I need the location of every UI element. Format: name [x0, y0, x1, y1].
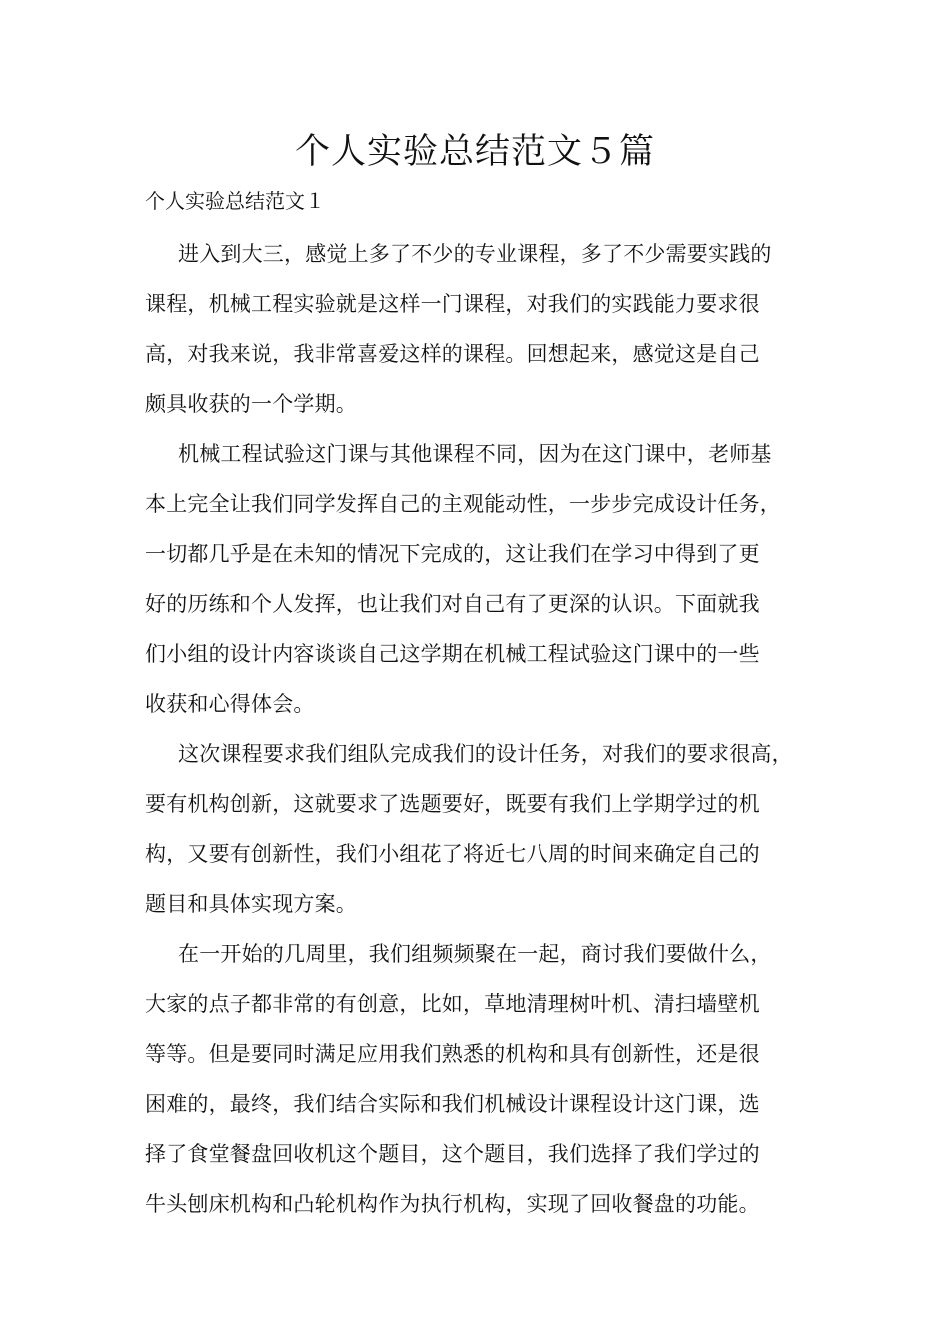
paragraph-line: 颇具收获的一个学期。	[145, 392, 357, 416]
paragraph-line: 构，又要有创新性，我们小组花了将近七八周的时间来确定自己的	[145, 842, 760, 866]
paragraph-line: 大家的点子都非常的有创意，比如，草地清理树叶机、清扫墙壁机	[145, 992, 760, 1016]
paragraph-line: 机械工程试验这门课与其他课程不同，因为在这门课中，老师基	[178, 442, 772, 466]
paragraph-line: 好的历练和个人发挥，也让我们对自己有了更深的认识。下面就我	[145, 592, 760, 616]
paragraph-line: 们小组的设计内容谈谈自己这学期在机械工程试验这门课中的一些	[145, 642, 760, 666]
section-heading: 个人实验总结范文１	[145, 189, 325, 213]
paragraph-line: 这次课程要求我们组队完成我们的设计任务，对我们的要求很高，	[178, 742, 793, 766]
document-body	[145, 229, 810, 1229]
paragraph-line: 在一开始的几周里，我们组频频聚在一起，商讨我们要做什么，	[178, 942, 772, 966]
paragraph-3	[145, 729, 810, 929]
paragraph-line: 择了食堂餐盘回收机这个题目，这个题目，我们选择了我们学过的	[145, 1142, 760, 1166]
paragraph-1	[145, 229, 810, 429]
paragraph-line: 高，对我来说，我非常喜爱这样的课程。回想起来，感觉这是自己	[145, 342, 760, 366]
paragraph-2	[145, 429, 810, 729]
paragraph-4	[145, 929, 810, 1229]
paragraph-line: 进入到大三，感觉上多了不少的专业课程，多了不少需要实践的	[178, 242, 772, 266]
paragraph-line: 收获和心得体会。	[145, 692, 315, 716]
paragraph-line: 课程，机械工程实验就是这样一门课程，对我们的实践能力要求很	[145, 292, 760, 316]
paragraph-line: 要有机构创新，这就要求了选题要好，既要有我们上学期学过的机	[145, 792, 760, 816]
paragraph-line: 牛头刨床机构和凸轮机构作为执行机构，实现了回收餐盘的功能。	[145, 1192, 760, 1216]
paragraph-line: 一切都几乎是在未知的情况下完成的，这让我们在学习中得到了更	[145, 542, 760, 566]
document-title: 个人实验总结范文５篇	[294, 132, 655, 172]
paragraph-line: 题目和具体实现方案。	[145, 892, 357, 916]
paragraph-line: 本上完全让我们同学发挥自己的主观能动性，一步步完成设计任务，	[145, 492, 781, 516]
paragraph-line: 困难的，最终，我们结合实际和我们机械设计课程设计这门课，选	[145, 1092, 760, 1116]
paragraph-line: 等等。但是要同时满足应用我们熟悉的机构和具有创新性，还是很	[145, 1042, 760, 1066]
